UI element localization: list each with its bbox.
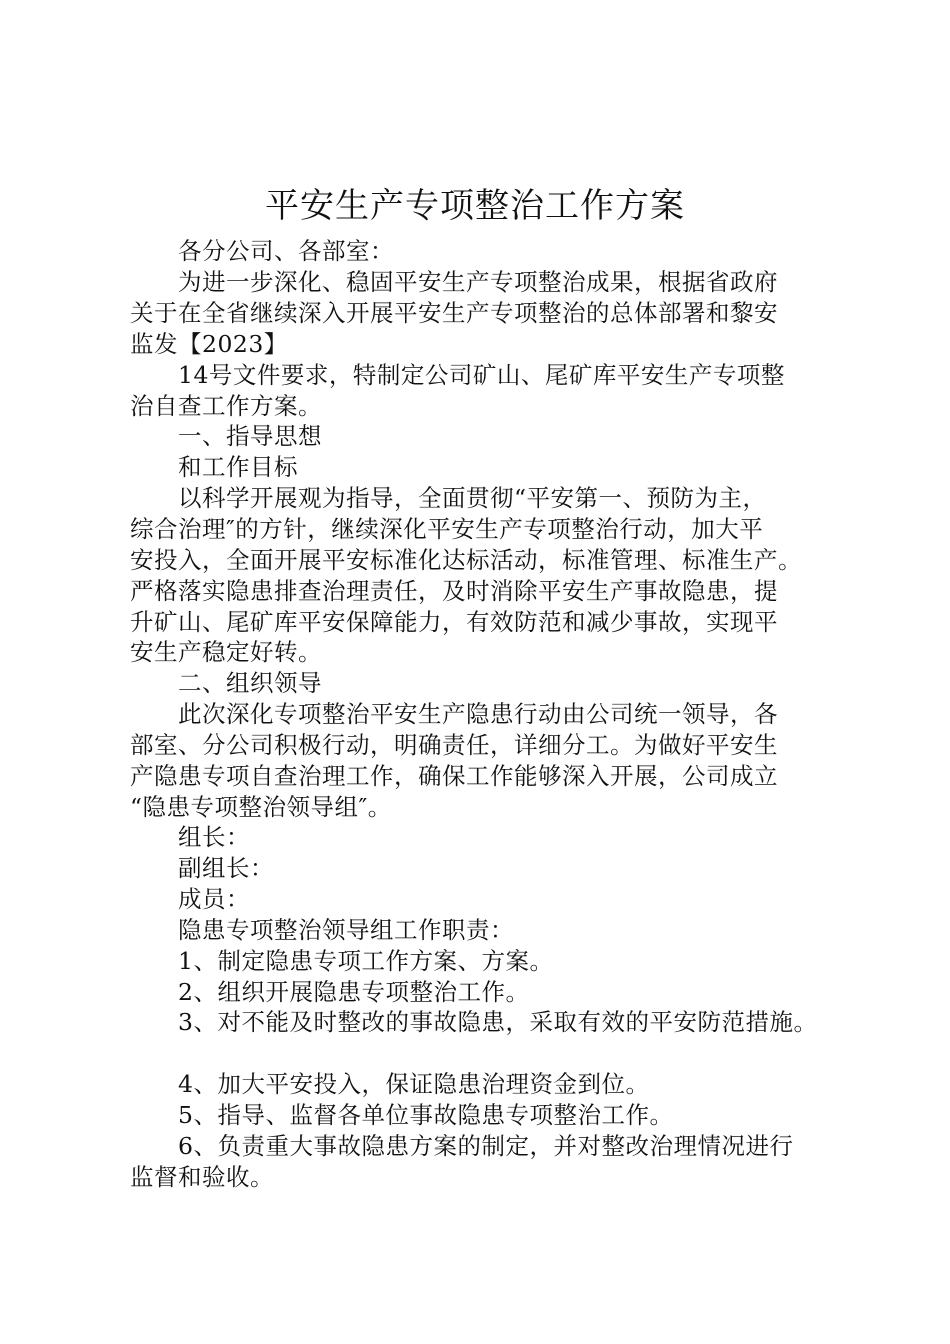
section-heading: 二、组织领导 xyxy=(178,669,322,697)
duty-item: 3、对不能及时整改的事故隐患，采取有效的平安防范措施。 xyxy=(178,1008,818,1036)
paragraph-line: “隐患专项整治领导组″。 xyxy=(130,793,392,821)
paragraph-line: 部室、分公司积极行动，明确责任，详细分工。为做好平安生 xyxy=(130,731,778,759)
group-leader-line: 组长： xyxy=(178,823,250,851)
salutation-line: 各分公司、各部室： xyxy=(178,237,394,265)
section-heading: 和工作目标 xyxy=(178,453,298,481)
paragraph-line: 以科学开展观为指导，全面贯彻“平安第一、预防为主， xyxy=(178,484,767,512)
paragraph-line: 监发【2023】 xyxy=(130,330,288,358)
duty-item: 6、负责重大事故隐患方案的制定，并对整改治理情况进行 xyxy=(178,1132,794,1160)
duty-item: 4、加大平安投入，保证隐患治理资金到位。 xyxy=(178,1070,650,1098)
paragraph-line: 关于在全省继续深入开展平安生产专项整治的总体部署和黎安 xyxy=(130,299,778,327)
paragraph-line: 为进一步深化、稳固平安生产专项整治成果，根据省政府 xyxy=(178,268,778,296)
paragraph-line: 升矿山、尾矿库平安保障能力，有效防范和减少事故，实现平 xyxy=(130,608,778,636)
paragraph-line: 安生产稳定好转。 xyxy=(130,638,322,666)
paragraph-line: 产隐患专项自查治理工作，确保工作能够深入开展，公司成立 xyxy=(130,762,778,790)
duty-item: 1、制定隐患专项工作方案、方案。 xyxy=(178,947,554,975)
paragraph-line: 综合治理″的方针，继续深化平安生产专项整治行动，加大平 xyxy=(130,515,764,543)
members-line: 成员： xyxy=(178,885,250,913)
paragraph-line: 严格落实隐患排查治理责任，及时消除平安生产事故隐患，提 xyxy=(130,577,778,605)
section-heading: 一、指导思想 xyxy=(178,422,322,450)
paragraph-line: 安投入，全面开展平安标准化达标活动，标准管理、标准生产。 xyxy=(130,546,802,574)
paragraph-line: 14号文件要求，特制定公司矿山、尾矿库平安生产专项整 xyxy=(178,361,785,389)
duty-item: 监督和验收。 xyxy=(130,1163,274,1191)
paragraph-line: 治自查工作方案。 xyxy=(130,392,322,420)
document-title: 平安生产专项整治工作方案 xyxy=(265,186,685,226)
duty-item: 5、指导、监督各单位事故隐患专项整治工作。 xyxy=(178,1101,674,1129)
duty-item: 2、组织开展隐患专项整治工作。 xyxy=(178,978,530,1006)
deputy-leader-line: 副组长： xyxy=(178,854,274,882)
duties-heading: 隐患专项整治领导组工作职责： xyxy=(178,916,514,944)
paragraph-line: 此次深化专项整治平安生产隐患行动由公司统一领导，各 xyxy=(178,700,778,728)
